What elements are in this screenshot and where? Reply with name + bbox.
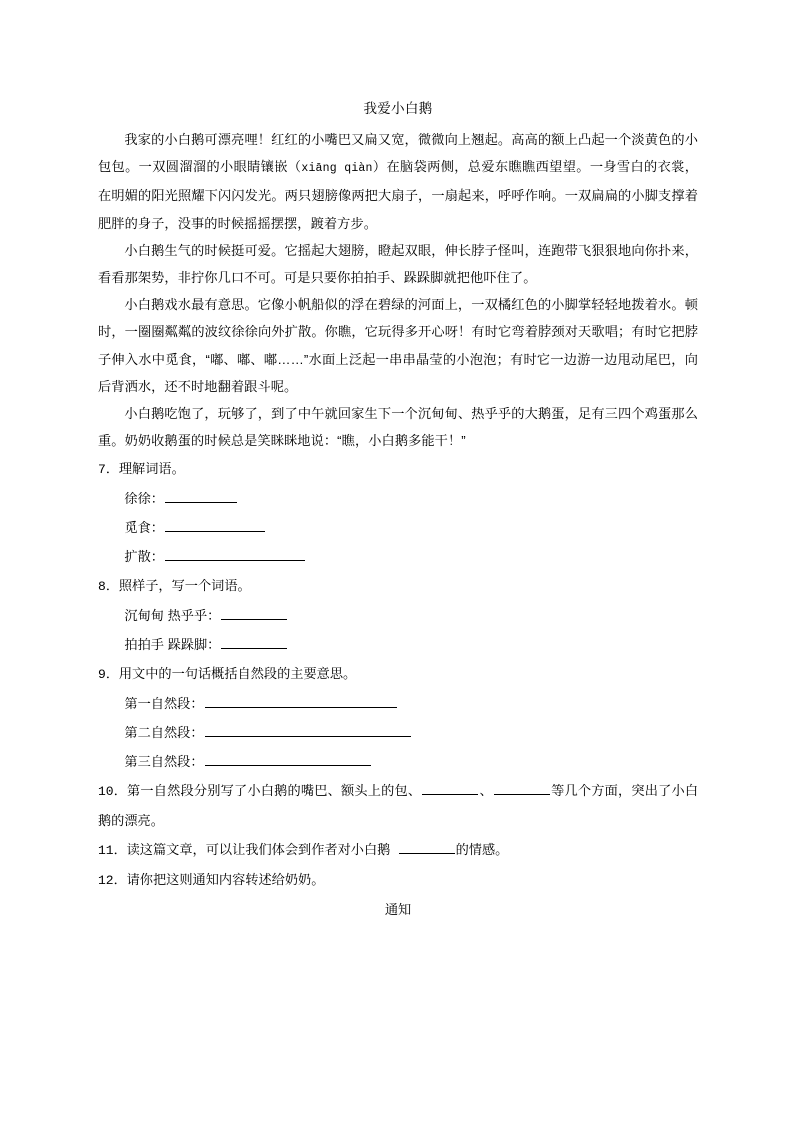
question-9-prompt-text: 用文中的一句话概括自然段的主要意思。 <box>118 666 357 682</box>
body-paragraph-2: 小白鹅生气的时候挺可爱。它摇起大翅膀，瞪起双眼，伸长脖子怪叫，连跑带飞狠狠地向你扑来，看看那架势，非拧你几口不可。可是只要你拍拍手、跺跺脚就把他吓住了。 <box>98 242 698 286</box>
question-11-prompt <box>98 835 698 865</box>
question-11 <box>98 835 698 865</box>
question-9-item-3 <box>98 747 698 776</box>
question-12-prompt <box>98 865 698 895</box>
question-9-number: 9 <box>98 667 106 683</box>
question-9-prompt <box>98 659 698 689</box>
question-12-dot: ． <box>113 873 127 889</box>
question-7 <box>98 454 698 571</box>
question-10-text-part-3: 等几个方面，突出了小白鹅的漂亮。 <box>98 783 699 829</box>
question-11-text-part-2: 的情感。 <box>455 842 509 858</box>
question-9-dot: ． <box>105 667 119 683</box>
body-paragraph-4: 小白鹅吃饱了，玩够了，到了中午就回家生下一个沉甸甸、热乎乎的大鹅蛋，足有三四个鸡蛋那么重。奶奶收鹅蛋的时候总是笑眯眯地说：“瞧，小白鹅多能干！” <box>98 406 698 449</box>
answer-blank[interactable] <box>205 753 371 767</box>
question-7-number: 7 <box>98 462 106 478</box>
question-7-item-1 <box>98 484 698 513</box>
question-11-text-part-1: 读这篇文章，可以让我们体会到作者对小白鹅 <box>126 842 391 858</box>
question-7-item-3 <box>98 542 698 571</box>
question-7-item-1-label: 徐徐： <box>124 491 164 507</box>
question-7-item-2-label: 觅食： <box>124 520 164 536</box>
question-7-prompt-text: 理解词语。 <box>118 461 185 477</box>
answer-blank[interactable] <box>205 695 397 709</box>
question-12-number: 12 <box>98 873 114 889</box>
question-10-text-part-1: 第一自然段分别写了小白鹅的嘴巴、额头上的包、 <box>127 783 422 799</box>
answer-blank[interactable] <box>399 841 455 855</box>
question-8-item-2 <box>98 630 698 659</box>
body-paragraph-1 <box>98 126 698 237</box>
answer-blank[interactable] <box>422 782 478 796</box>
question-10-text-part-2: 、 <box>479 783 493 799</box>
paragraph-1-text-after: ）在脑袋两侧，总爱东瞧瞧西望望。一身雪白的衣裳，在明媚的阳光照耀下闪闪发光。两只翅膀像两把大扇子，一扇起来，呼呼作响。一双扁扁的小脚支撑着肥胖的身子，没事的时候摇摇摆摆，踱着方步。 <box>98 159 698 231</box>
question-9-item-3-label: 第三自然段： <box>124 754 204 770</box>
page-content <box>98 96 698 924</box>
question-7-prompt <box>98 454 698 484</box>
question-9-item-1-label: 第一自然段： <box>124 696 204 712</box>
answer-blank[interactable] <box>165 490 237 504</box>
question-10 <box>98 776 698 835</box>
question-10-dot: ． <box>113 784 127 800</box>
question-8-item-2-label: 拍拍手 跺跺脚： <box>124 637 221 653</box>
answer-blank[interactable] <box>221 607 287 621</box>
pinyin-annotation: xiāng qiàn <box>301 162 373 176</box>
answer-blank[interactable] <box>494 782 550 796</box>
question-9-item-2-label: 第二自然段： <box>124 725 204 741</box>
question-8-dot: ． <box>105 579 119 595</box>
notice-heading: 通知 <box>384 902 412 918</box>
paragraph-1-text-before: 我家的小白鹅可漂亮哩！红红的小嘴巴又扁又宽，微微向上翘起。高高的额上凸起一个淡黄色的小包包。一双圆溜溜的小眼睛镶嵌（ <box>98 132 698 175</box>
question-9-item-2 <box>98 718 698 747</box>
question-8-item-1-label: 沉甸甸 热乎乎： <box>124 608 221 624</box>
question-11-dot: ． <box>113 843 127 859</box>
question-7-item-2 <box>98 513 698 542</box>
question-12-prompt-text: 请你把这则通知内容转述给奶奶。 <box>126 872 325 888</box>
question-10-number: 10 <box>98 784 114 800</box>
question-8-prompt-text: 照样子，写一个词语。 <box>118 578 251 594</box>
body-paragraph-3: 小白鹅戏水最有意思。它像小帆船似的浮在碧绿的河面上，一双橘红色的小脚掌轻轻地拨着水。顿时，一圈圈粼粼的波纹徐徐向外扩散。你瞧，它玩得多开心呀！有时它弯着脖颈对天歌唱；有时它把脖子伸入水中觅食，“嘟、嘟、嘟……”水面上泛起一串串晶莹的小泡泡；有时它一边游一边甩动尾巴，向后背洒水，还不时地翻着跟斗呢。 <box>98 297 698 394</box>
page-title: 我爱小白鹅 <box>363 101 433 116</box>
question-8 <box>98 571 698 659</box>
question-7-dot: ． <box>105 462 119 478</box>
question-9 <box>98 659 698 776</box>
question-8-item-1 <box>98 601 698 630</box>
question-11-number: 11 <box>98 843 114 859</box>
question-8-number: 8 <box>98 579 106 595</box>
answer-blank[interactable] <box>221 636 287 650</box>
question-12 <box>98 865 698 895</box>
answer-blank[interactable] <box>165 519 265 533</box>
question-8-prompt <box>98 571 698 601</box>
question-7-item-3-label: 扩散： <box>124 549 164 565</box>
question-9-item-1 <box>98 689 698 718</box>
answer-blank[interactable] <box>165 548 305 562</box>
question-10-prompt <box>98 776 698 835</box>
answer-blank[interactable] <box>205 724 411 738</box>
